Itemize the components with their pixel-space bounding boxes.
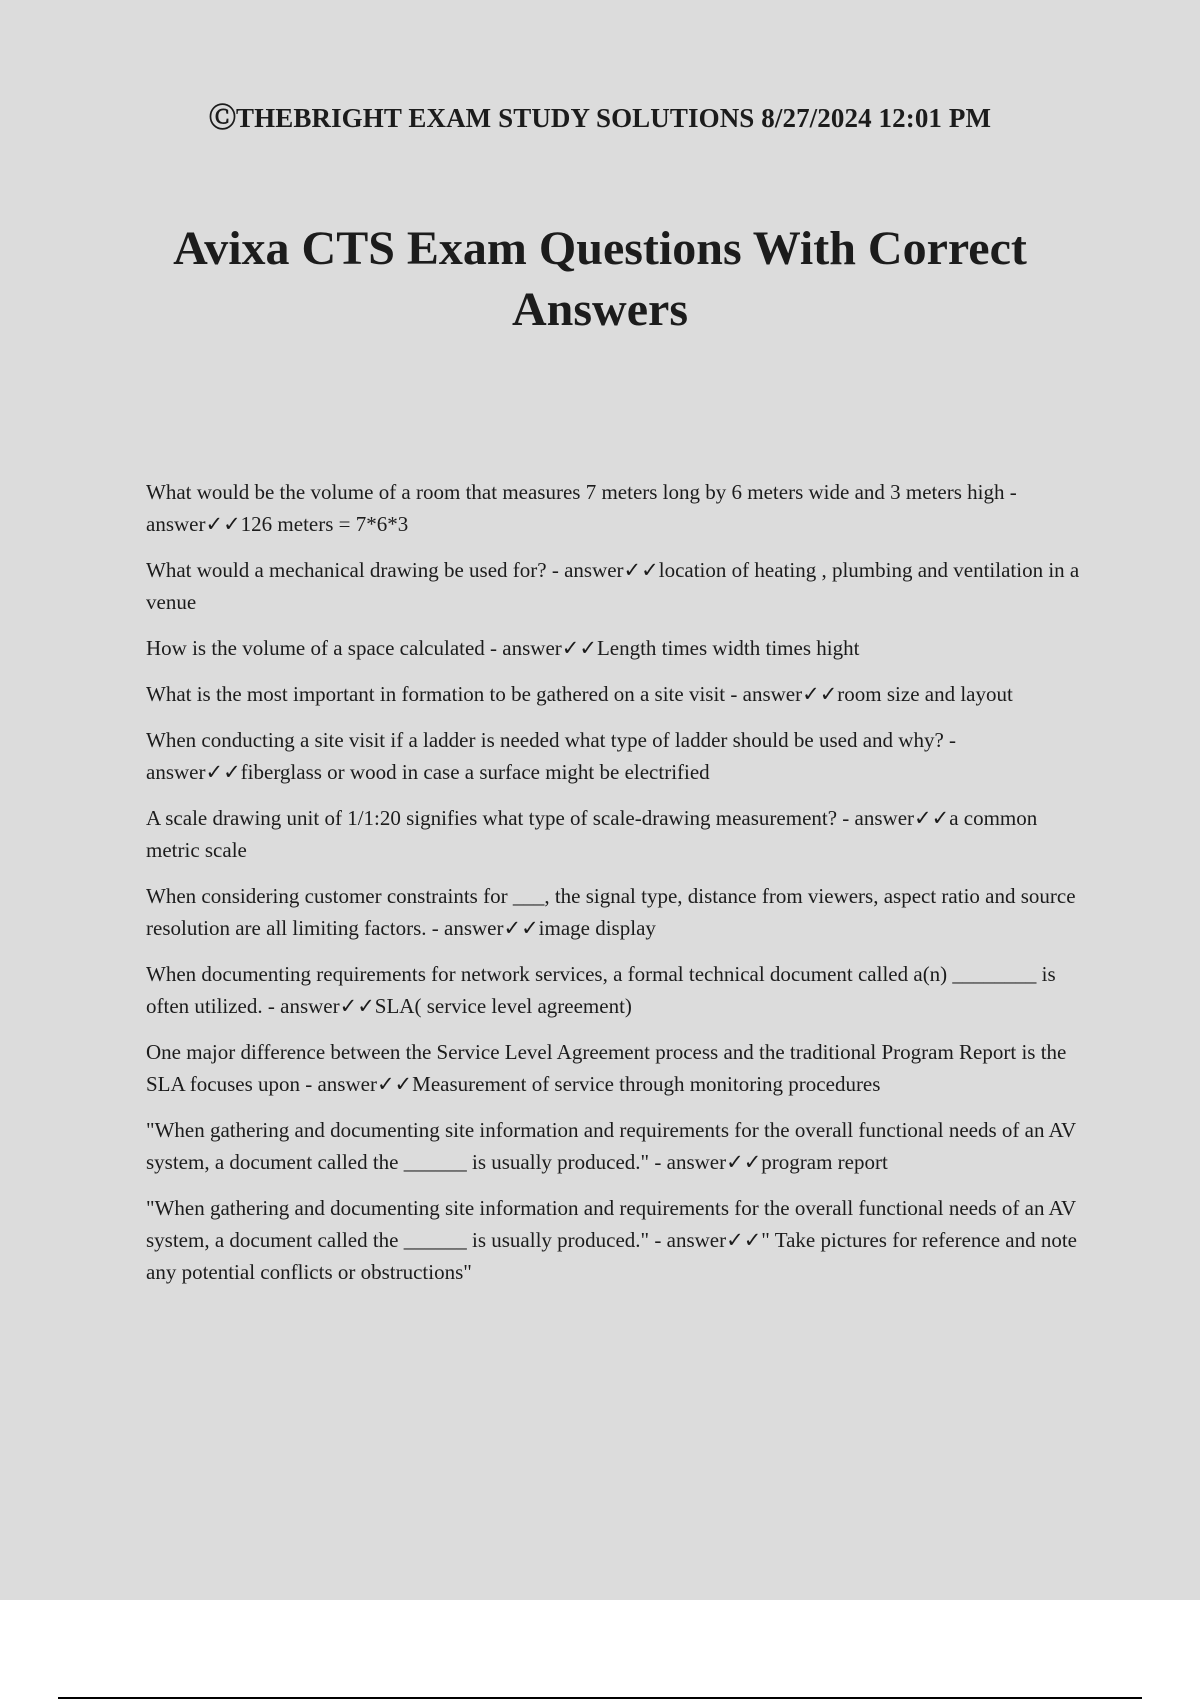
qa-item: When documenting requirements for network services, a formal technical document called a(n) ________ is often utilized. - answer✓✓SLA( service level agreement) — [146, 962, 1056, 1018]
qa-list — [146, 476, 1096, 1302]
qa-item: One major difference between the Service Level Agreement process and the traditional Program Report is the SLA focuses upon - answer✓✓Measurement of service through monitoring procedures — [146, 1040, 1067, 1096]
footer-divider — [58, 1697, 1142, 1699]
qa-item: How is the volume of a space calculated - answer✓✓Length times width times hight — [146, 636, 860, 660]
qa-item: When considering customer constraints for ___, the signal type, distance from viewers, aspect ratio and source resolution are all limiting factors. - answer✓✓image display — [146, 884, 1076, 940]
qa-item: What would a mechanical drawing be used for? - answer✓✓location of heating , plumbing and ventilation in a venue — [146, 558, 1080, 614]
qa-item: "When gathering and documenting site information and requirements for the overall functional needs of an AV system, a document called the ______ is usually produced." - answer✓✓program report — [146, 1118, 1076, 1174]
qa-item: What would be the volume of a room that measures 7 meters long by 6 meters wide and 3 meters high - answer✓✓126 meters = 7*6*3 — [146, 480, 1017, 536]
qa-item: A scale drawing unit of 1/1:20 signifies what type of scale-drawing measurement? - answer✓✓a common metric scale — [146, 806, 1038, 862]
qa-item: When conducting a site visit if a ladder is needed what type of ladder should be used and why? - answer✓✓fiberglass or wood in case a surface might be electrified — [146, 728, 957, 784]
page-header: ⒸTHEBRIGHT EXAM STUDY SOLUTIONS 8/27/2024 12:01 PM — [208, 103, 992, 133]
qa-item: "When gathering and documenting site information and requirements for the overall functional needs of an AV system, a document called the ______ is usually produced." - answer✓✓" Take pictures for reference and note any potential conflicts or obstructions" — [146, 1196, 1078, 1284]
document-title: Avixa CTS Exam Questions With Correct Answers — [173, 222, 1027, 336]
qa-item: What is the most important in formation to be gathered on a site visit - answer✓✓room size and layout — [146, 682, 1013, 706]
